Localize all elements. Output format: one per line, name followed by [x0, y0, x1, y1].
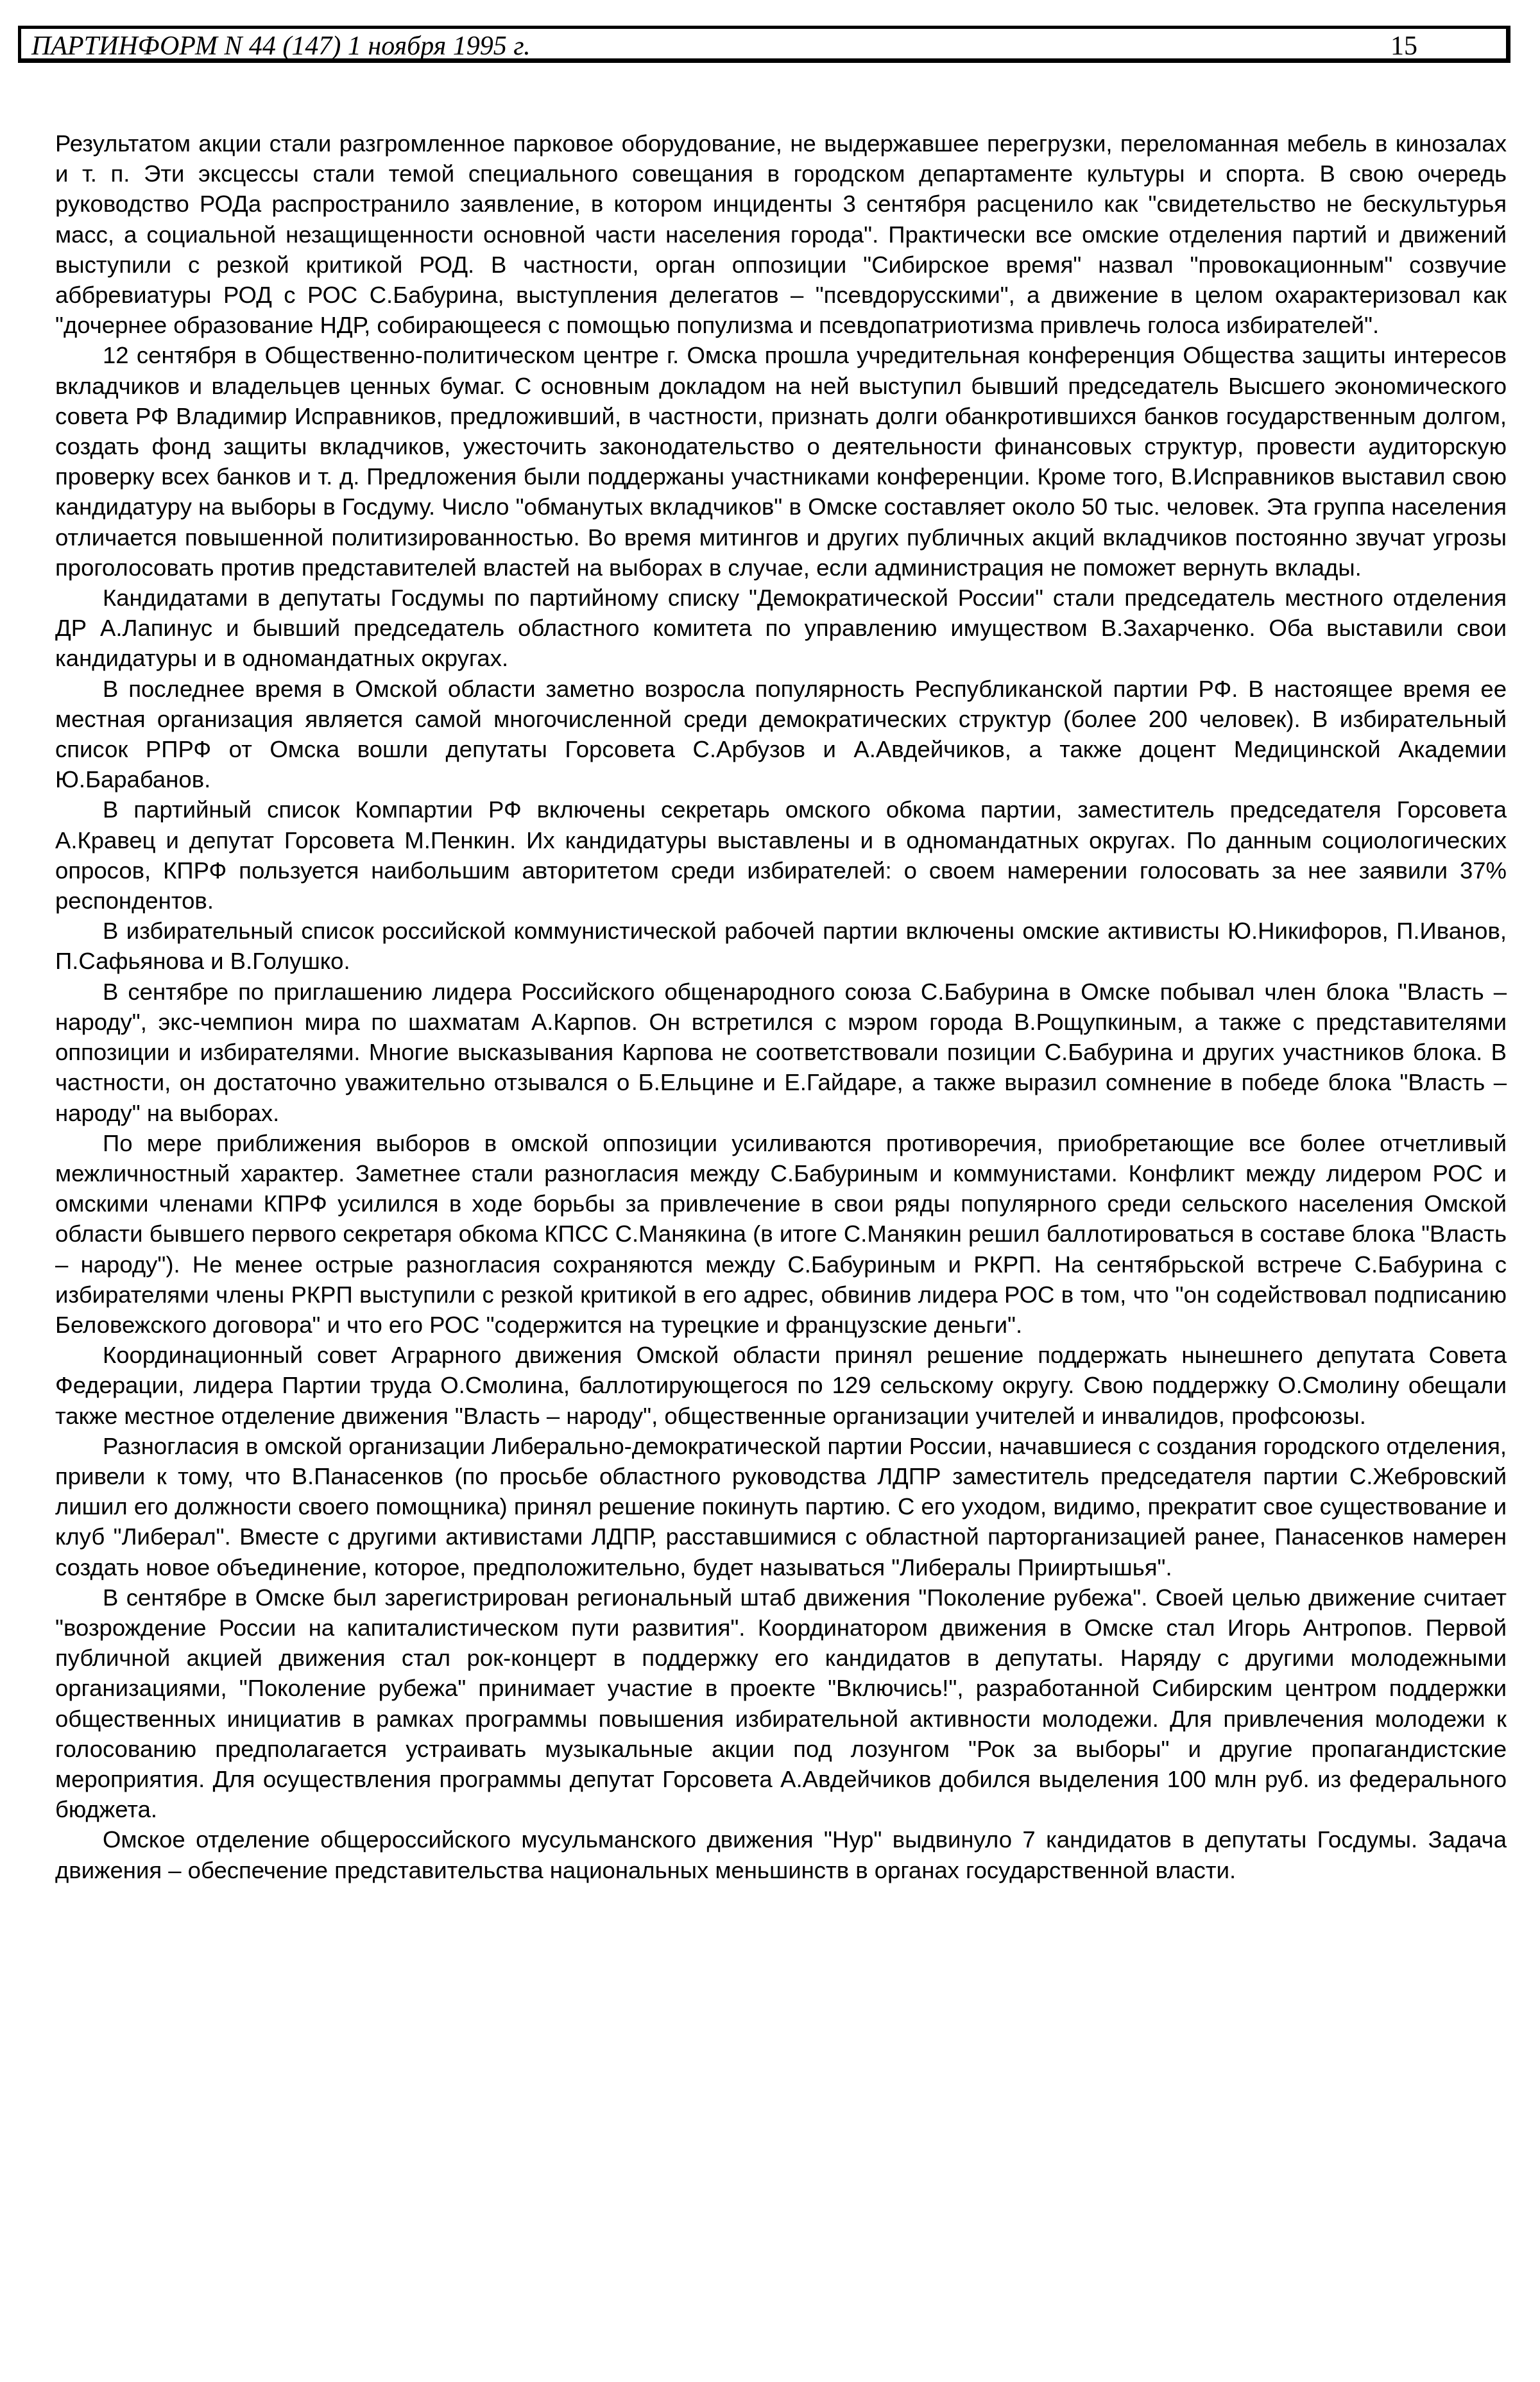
paragraph: По мере приближения выборов в омской оппозиции усиливаются противоречия, приобретающие все более отчетливый межличностный характер. Заметнее стали разногласия между С.Бабуриным и коммунистами. Конфликт между лидером РОС и омскими членами КПРФ усилился в ходе борьбы за привлечение в свои ряды популярного среди сельского населения Омской области бывшего первого секретаря обкома КПСС С.Манякина (в итоге С.Манякин решил баллотироваться в составе блока "Власть – народу"). Не менее острые разногласия сохраняются между С.Бабуриным и РКРП. На сентябрьской встрече С.Бабурина с избирателями члены РКРП выступили с резкой критикой в его адрес, обвинив лидера РОС в том, что "он содействовал подписанию Беловежского договора" и что его РОС "содержится на турецкие и французские деньги". — [55, 1129, 1507, 1338]
paragraph: Разногласия в омской организации Либерально-демократической партии России, начавшиеся с создания городского отделения, привели к тому, что В.Панасенков (по просьбе областного руководства ЛДПР заместитель председателя партии С.Жебровский лишил его должности своего помощника) принял решение покинуть партию. С его уходом, видимо, прекратит свое существование и клуб "Либерал". Вместе с другими активистами ЛДПР, расставшимися с областной парторганизацией ранее, Панасенков намерен создать новое объединение, которое, предположительно, будет называться "Либералы Прииртышья". — [55, 1432, 1507, 1581]
paragraph: В избирательный список российской коммунистической рабочей партии включены омские активисты Ю.Никифоров, П.Иванов, П.Сафьянова и В.Голушко. — [55, 918, 1507, 975]
paragraph: 12 сентября в Общественно-политическом центре г. Омска прошла учредительная конференция Общества защиты интересов вкладчиков и владельцев ценных бумаг. С основным докладом на ней выступил бывший председатель Высшего экономического совета РФ Владимир Исправников, предложивший, в частности, признать долги обанкротившихся банков государственным долгом, создать фонд защиты вкладчиков, ужесточить законодательство о деятельности финансовых структур, провести аудиторскую проверку всех банков и т. д. Предложения были поддержаны участниками конференции. Кроме того, В.Исправников выставил свою кандидатуру на выборы в Госдуму. Число "обманутых вкладчиков" в Омске составляет около 50 тыс. человек. Эта группа населения отличается повышенной политизированностью. Во время митингов и других публичных акций вкладчиков постоянно звучат угрозы проголосовать против представителей властей на выборах в случае, если администрация не поможет вернуть вклады. — [55, 342, 1507, 581]
paragraph: Координационный совет Аграрного движения Омской области принял решение поддержать нынешнего депутата Совета Федерации, лидера Партии труда О.Смолина, баллотирующегося по 129 сельскому округу. Свою поддержку О.Смолину обещали также местное отделение движения "Власть – народу", общественные организации учителей и инвалидов, профсоюзы. — [55, 1342, 1507, 1429]
publication-title: ПАРТИНФОРМ N 44 (147) 1 ноября 1995 г. — [31, 31, 531, 61]
article-body — [55, 128, 1507, 1885]
paragraph: В сентябре по приглашению лидера Российского общенародного союза С.Бабурина в Омске побывал член блока "Власть – народу", экс-чемпион мира по шахматам А.Карпов. Он встретился с мэром города В.Рощупкиным, а также с представителями оппозиции и избирателями. Многие высказывания Карпова не соответствовали позиции С.Бабурина и других участников блока. В частности, он достаточно уважительно отзывался о Б.Ельцине и Е.Гайдаре, а также выразил сомнение в победе блока "Власть – народу" на выборах. — [55, 978, 1507, 1126]
paragraph: Кандидатами в депутаты Госдумы по партийному списку "Демократической России" стали председатель местного отделения ДР А.Лапинус и бывший председатель областного комитета по управлению имуществом В.Захарченко. Оба выставили свои кандидатуры и в одномандатных округах. — [55, 585, 1507, 672]
paragraph: В последнее время в Омской области заметно возросла популярность Республиканской партии РФ. В настоящее время ее местная организация является самой многочисленной среди демократических структур (более 200 человек). В избирательный список РПРФ от Омска вошли депутаты Горсовета С.Арбузов и А.Авдейчиков, а также доцент Медицинской Академии Ю.Барабанов. — [55, 675, 1507, 793]
paragraph: В сентябре в Омске был зарегистрирован региональный штаб движения "Поколение рубежа". Своей целью движение считает "возрождение России на капиталистическом пути развития". Координатором движения в Омске стал Игорь Антропов. Первой публичной акцией движения стал рок-концерт в поддержку его кандидатов в депутаты. Наряду с другими молодежными организациями, "Поколение рубежа" принимает участие в проекте "Включись!", разработанной Сибирским центром поддержки общественных инициатив в рамках программы повышения избирательной активности молодежи. Для привлечения молодежи к голосованию предполагается устраивать музыкальные акции под лозунгом "Рок за выборы" и другие пропагандистские мероприятия. Для осуществления программы депутат Горсовета А.Авдейчиков добился выделения 100 млн руб. из федерального бюджета. — [55, 1584, 1507, 1823]
paragraph: Результатом акции стали разгромленное парковое оборудование, не выдержавшее перегрузки, переломанная мебель в кинозалах и т. п. Эти эксцессы стали темой специального совещания в городском департаменте культуры и спорта. В свою очередь руководство РОДа распространило заявление, в котором инциденты 3 сентября расценило как "свидетельство не бескультурья масс, а социальной незащищенности основной части населения города". Практически все омские отделения партий и движений выступили с резкой критикой РОД. В частности, орган оппозиции "Сибирское время" назвал "провокационным" созвучие аббревиатуры РОД с РОС С.Бабурина, выступления делегатов – "псевдорусскими", а движение в целом охарактеризовал как "дочернее образование НДР, собирающееся с помощью популизма и псевдопатриотизма привлечь голоса избирателей". — [55, 130, 1507, 339]
paragraph: Омское отделение общероссийского мусульманского движения "Нур" выдвинуло 7 кандидатов в депутаты Госдумы. Задача движения – обеспечение представительства национальных меньшинств в органах государственной власти. — [55, 1826, 1507, 1883]
page-header — [18, 26, 1510, 63]
page-number: 15 — [1390, 31, 1417, 61]
paragraph: В партийный список Компартии РФ включены секретарь омского обкома партии, заместитель председателя Горсовета А.Кравец и депутат Горсовета М.Пенкин. Их кандидатуры выставлены и в одномандатных округах. По данным социологических опросов, КПРФ пользуется наибольшим авторитетом среди избирателей: о своем намерении голосовать за нее заявили 37% респондентов. — [55, 796, 1507, 914]
